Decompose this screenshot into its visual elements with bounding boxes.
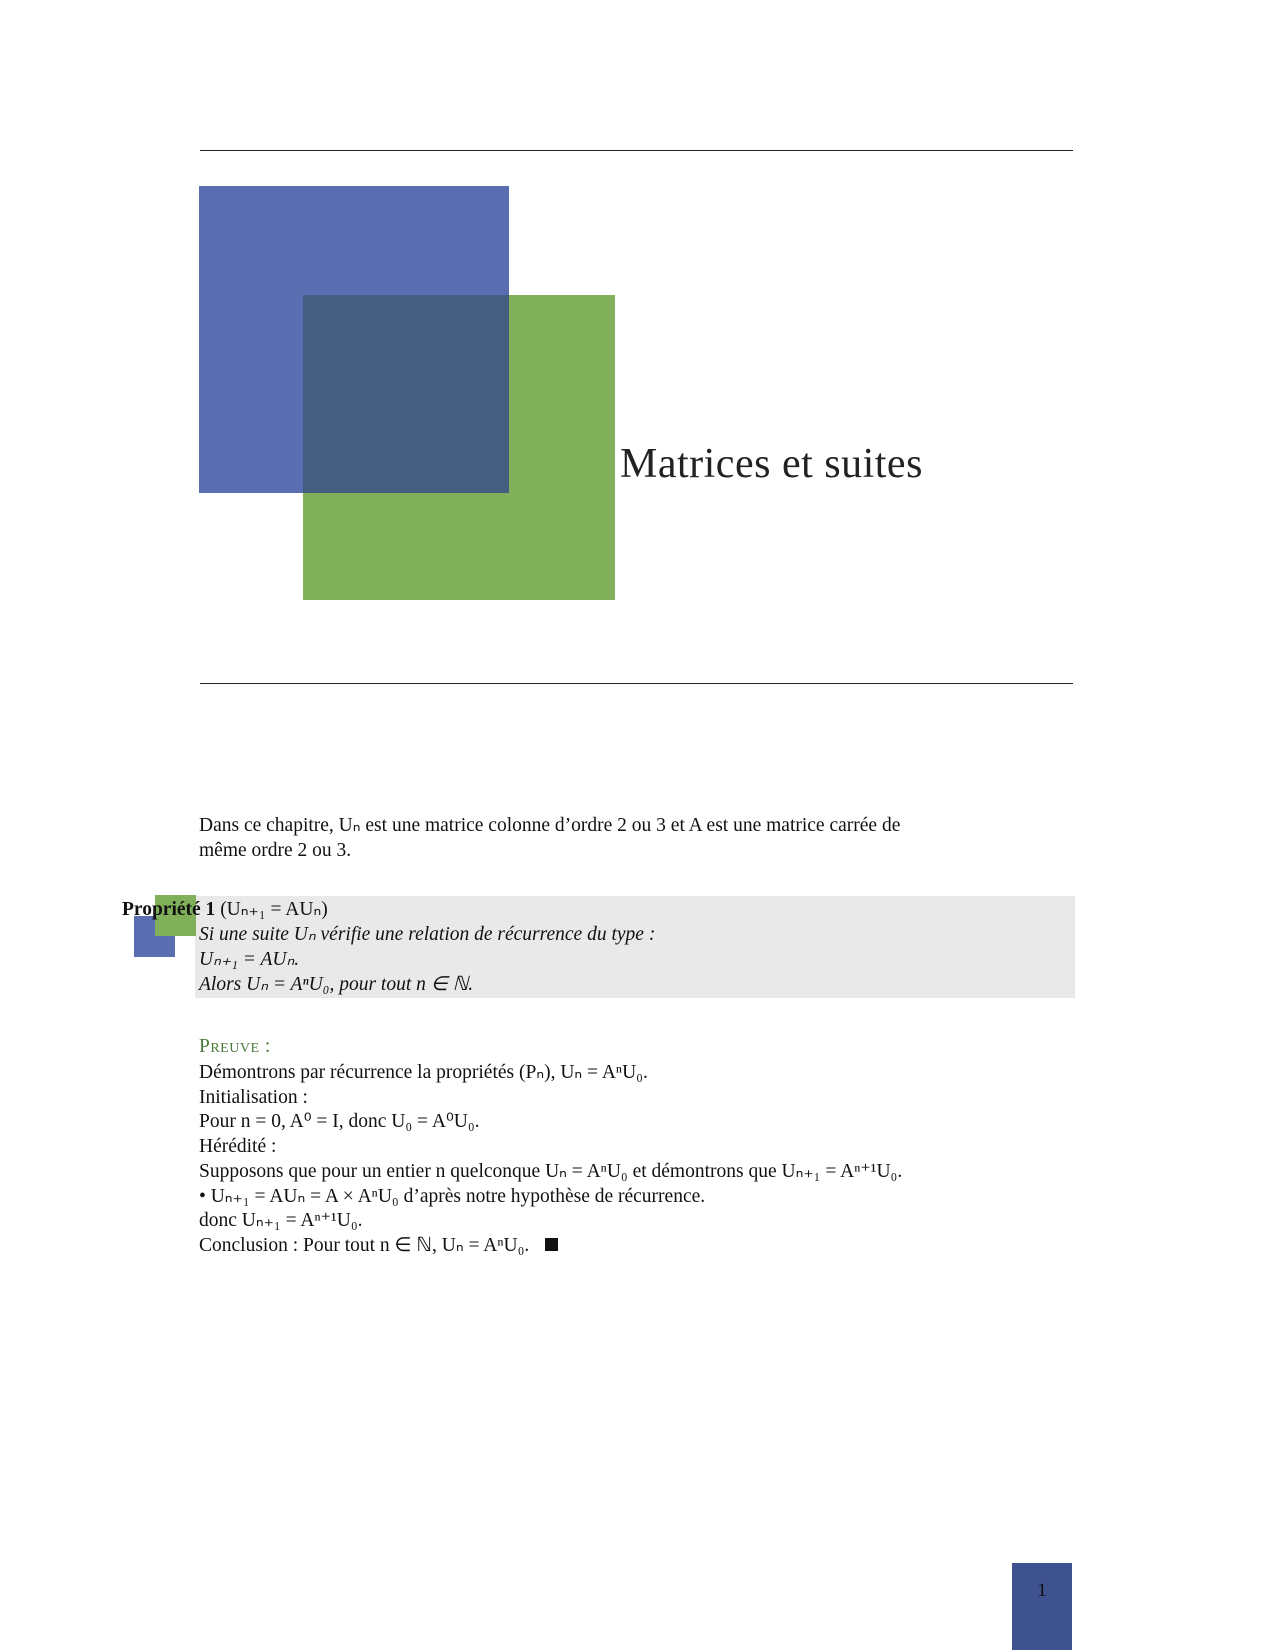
page-number-box — [1012, 1563, 1072, 1650]
bottom-rule — [200, 683, 1073, 684]
property-line: Alors Uₙ = AⁿU₀, pour tout n ∈ ℕ. — [199, 974, 474, 995]
proof-line: Supposons que pour un entier n quelconque Uₙ = AⁿU₀ et démontrons que Uₙ₊₁ = Aⁿ⁺¹U₀. — [199, 1160, 903, 1182]
proof-label: Preuve : — [199, 1036, 271, 1057]
proof-line: Hérédité : — [199, 1136, 277, 1158]
property-line: Uₙ₊₁ = AUₙ. — [199, 949, 300, 970]
proof-line: • Uₙ₊₁ = AUₙ = A × AⁿU₀ d’après notre hypothèse de récurrence. — [199, 1185, 706, 1207]
top-rule — [200, 150, 1073, 151]
proof-line: Conclusion : Pour tout n ∈ ℕ, Uₙ = AⁿU₀. — [199, 1234, 530, 1256]
proof-conclusion — [199, 1234, 1079, 1259]
intro-line: même ordre 2 ou 3. — [199, 840, 352, 861]
qed-square-icon — [545, 1238, 558, 1251]
logo-overlap-square — [303, 295, 509, 493]
page-number: 1 — [1037, 1580, 1047, 1601]
chapter-logo — [199, 186, 615, 600]
proof-line: Démontrons par récurrence la propriétés (Pₙ), Uₙ = AⁿU₀. — [199, 1062, 648, 1083]
intro-paragraph — [199, 813, 1079, 863]
property-formula: (Uₙ₊₁ = AUₙ) — [220, 899, 328, 920]
proof-line: Pour n = 0, A⁰ = I, donc U₀ = A⁰U₀. — [199, 1111, 480, 1133]
property-label: Propriété 1 — [122, 899, 216, 920]
proof-body — [199, 1061, 1079, 1259]
proof-line: Initialisation : — [199, 1086, 308, 1108]
intro-line: Dans ce chapitre, Uₙ est une matrice colonne d’ordre 2 ou 3 et A est une matrice carrée de — [199, 815, 901, 836]
property-line: Si une suite Uₙ vérifie une relation de récurrence du type : — [199, 924, 656, 945]
property-statement — [199, 897, 1069, 997]
chapter-title: Matrices et suites — [620, 441, 923, 488]
property-heading-spacer — [199, 897, 1069, 922]
proof-line: donc Uₙ₊₁ = Aⁿ⁺¹U₀. — [199, 1210, 363, 1232]
